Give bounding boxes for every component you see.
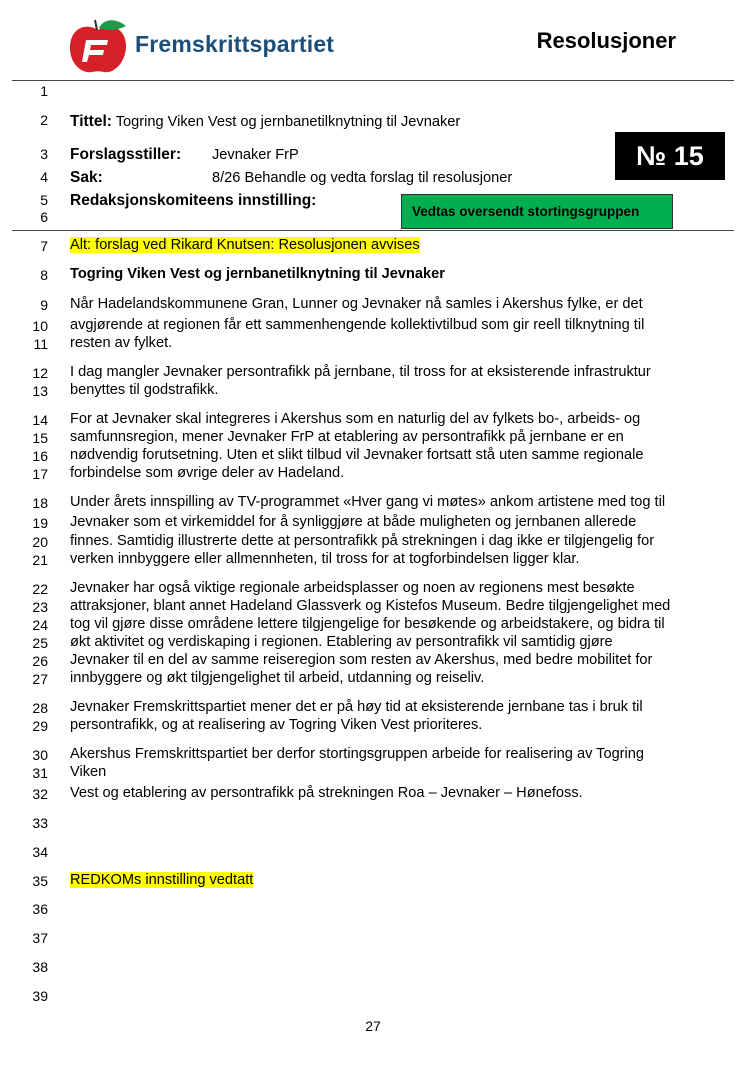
line-number: 38	[32, 959, 48, 975]
line-number: 29	[32, 718, 48, 734]
text-line	[70, 465, 344, 481]
line-number: 25	[32, 635, 48, 651]
line-number: 31	[32, 765, 48, 781]
text-line	[70, 580, 635, 596]
line-number: 5	[40, 192, 48, 208]
line-text: økt aktivitet og verdiskaping i regionen. Etablering av persontrafikk vil samtidig gjøre	[70, 634, 613, 650]
line-number: 1	[40, 83, 48, 99]
line-text: nødvendig forutsetning. Uten et slikt tilbud vil Jevnaker fortsatt stå uten samme regionale	[70, 447, 644, 463]
line-number: 6	[40, 209, 48, 225]
text-line	[70, 411, 640, 427]
line-number: 21	[32, 552, 48, 568]
line-number: 16	[32, 448, 48, 464]
line-text: Jevnaker som et virkemiddel for å synliggjøre at både muligheten og jernbanen allerede	[70, 514, 637, 530]
line-number: 13	[32, 383, 48, 399]
text-line	[70, 335, 172, 351]
text-line	[70, 699, 643, 715]
text-line	[70, 514, 636, 530]
line-number: 37	[32, 930, 48, 946]
highlighted-line-text: REDKOMs innstilling vedtatt	[70, 872, 254, 888]
line-text: Når Hadelandskommunene Gran, Lunner og Jevnaker nå samles i Akershus fylke, er det	[70, 296, 643, 312]
line-text: avgjørende at regionen får ett sammenhengende kollektivtilbud som gir reell tilknytning til	[70, 317, 645, 333]
line-text: benyttes til godstrafikk.	[70, 382, 219, 398]
line-number: 9	[40, 297, 48, 313]
text-line	[70, 382, 218, 398]
line-text: verken innbyggere eller allmennheten, til tross for at togforbindelsen ligger klar.	[70, 551, 580, 567]
line-number: 39	[32, 988, 48, 1004]
line-number: 36	[32, 901, 48, 917]
text-line	[70, 494, 665, 510]
text-line	[70, 551, 579, 567]
title-label: Tittel:	[70, 113, 112, 130]
line-number: 30	[32, 747, 48, 763]
line-number: 11	[33, 336, 48, 352]
resolution-heading: Togring Viken Vest og jernbanetilknytning til Jevnaker	[70, 266, 445, 282]
line-number: 22	[32, 581, 48, 597]
text-line	[70, 616, 665, 632]
line-text: Jevnaker har også viktige regionale arbeidsplasser og noen av regionens mest besøkte	[70, 580, 635, 596]
text-line	[70, 634, 613, 650]
line-number: 8	[40, 267, 48, 283]
text-line	[70, 652, 652, 668]
line-number: 10	[32, 318, 48, 334]
committee-recommendation-box: Vedtas oversendt stortingsgruppen	[401, 194, 673, 229]
text-line	[70, 447, 644, 463]
text-line	[70, 872, 253, 888]
line-number: 2	[40, 112, 48, 128]
proposer-value: Jevnaker FrP	[212, 147, 299, 163]
text-line	[70, 364, 651, 380]
text-line	[70, 598, 670, 614]
text-line	[70, 266, 445, 282]
line-number: 15	[32, 430, 48, 446]
line-number: 18	[32, 495, 48, 511]
brand-name: Fremskrittspartiet	[135, 31, 335, 57]
line-number: 17	[32, 466, 48, 482]
case-value: 8/26 Behandle og vedta forslag til resolusjoner	[212, 170, 513, 186]
line-number: 35	[32, 873, 48, 889]
line-number: 20	[32, 534, 48, 550]
line-number: 7	[40, 238, 48, 254]
line-text: For at Jevnaker skal integreres i Akershus som en naturlig del av fylkets bo-, arbeids- og	[70, 411, 641, 427]
line-text: persontrafikk, og at realisering av Togring Viken Vest prioriteres.	[70, 717, 483, 733]
line-number: 14	[32, 412, 48, 428]
line-text: Vest og etablering av persontrafikk på strekningen Roa – Jevnaker – Hønefoss.	[70, 785, 583, 801]
text-line	[70, 533, 654, 549]
text-line	[70, 429, 624, 445]
header-divider	[12, 80, 734, 81]
line-text: samfunnsregion, mener Jevnaker FrP at etablering av persontrafikk på jernbane er en	[70, 429, 624, 445]
meta-divider	[12, 230, 734, 231]
line-text: Under årets innspilling av TV-programmet «Hver gang vi møtes» ankom artistene med tog til	[70, 494, 666, 510]
line-text: finnes. Samtidig illustrerte dette at persontrafikk på strekningen i dag ikke er tilgjengelig for	[70, 533, 655, 549]
line-number: 34	[32, 844, 48, 860]
line-text: I dag mangler Jevnaker persontrafikk på jernbane, til tross for at eksisterende infrastruktur	[70, 364, 651, 380]
highlighted-line-text: Alt: forslag ved Rikard Knutsen: Resolusjonen avvises	[70, 237, 420, 253]
line-text: Akershus Fremskrittspartiet ber derfor stortingsgruppen arbeide for realisering av Togring	[70, 746, 645, 762]
case-label: Sak:	[70, 169, 103, 186]
line-text: Jevnaker til en del av samme reiseregion som resten av Akershus, med bedre mobilitet for	[70, 652, 653, 668]
page-number: 27	[365, 1018, 381, 1034]
line-number: 24	[32, 617, 48, 633]
line-text: resten av fylket.	[70, 335, 173, 351]
proposer-label: Forslagsstiller:	[70, 146, 182, 163]
title-line	[70, 113, 460, 131]
line-number: 3	[40, 146, 48, 162]
line-number: 26	[32, 653, 48, 669]
text-line	[70, 237, 420, 253]
resolution-number-badge: № 15	[615, 132, 725, 180]
fremskrittspartiet-apple-logo-icon	[68, 16, 128, 74]
line-text: forbindelse som øvrige deler av Hadeland.	[70, 465, 345, 481]
title-value: Togring Viken Vest og jernbanetilknytning til Jevnaker	[115, 114, 461, 130]
text-line	[70, 764, 106, 780]
text-line	[70, 785, 583, 801]
text-line	[70, 317, 644, 333]
line-number: 32	[32, 786, 48, 802]
text-line	[70, 717, 482, 733]
line-text: Jevnaker Fremskrittspartiet mener det er på høy tid at eksisterende jernbane tas i bruk til	[70, 699, 643, 715]
line-number: 4	[40, 169, 48, 185]
line-text: tog vil gjøre disse områdene lettere tilgjengelige for besøkende og arbeidstakere, og bidra til	[70, 616, 665, 632]
text-line	[70, 746, 644, 762]
text-line	[70, 670, 484, 686]
line-text: attraksjoner, blant annet Hadeland Glassverk og Kistefos Museum. Bedre tilgjengelighet med	[70, 598, 671, 614]
line-text: innbyggere og økt tilgjengelighet til arbeid, utdanning og reiseliv.	[70, 670, 485, 686]
line-number: 28	[32, 700, 48, 716]
line-number: 33	[32, 815, 48, 831]
line-number: 12	[32, 365, 48, 381]
line-number: 23	[32, 599, 48, 615]
document-title: Resolusjoner	[536, 28, 676, 53]
committee-label: Redaksjonskomiteens innstilling:	[70, 192, 317, 209]
line-number: 19	[32, 515, 48, 531]
text-line	[70, 296, 643, 312]
line-text: Viken	[70, 764, 107, 780]
line-number: 27	[32, 671, 48, 687]
